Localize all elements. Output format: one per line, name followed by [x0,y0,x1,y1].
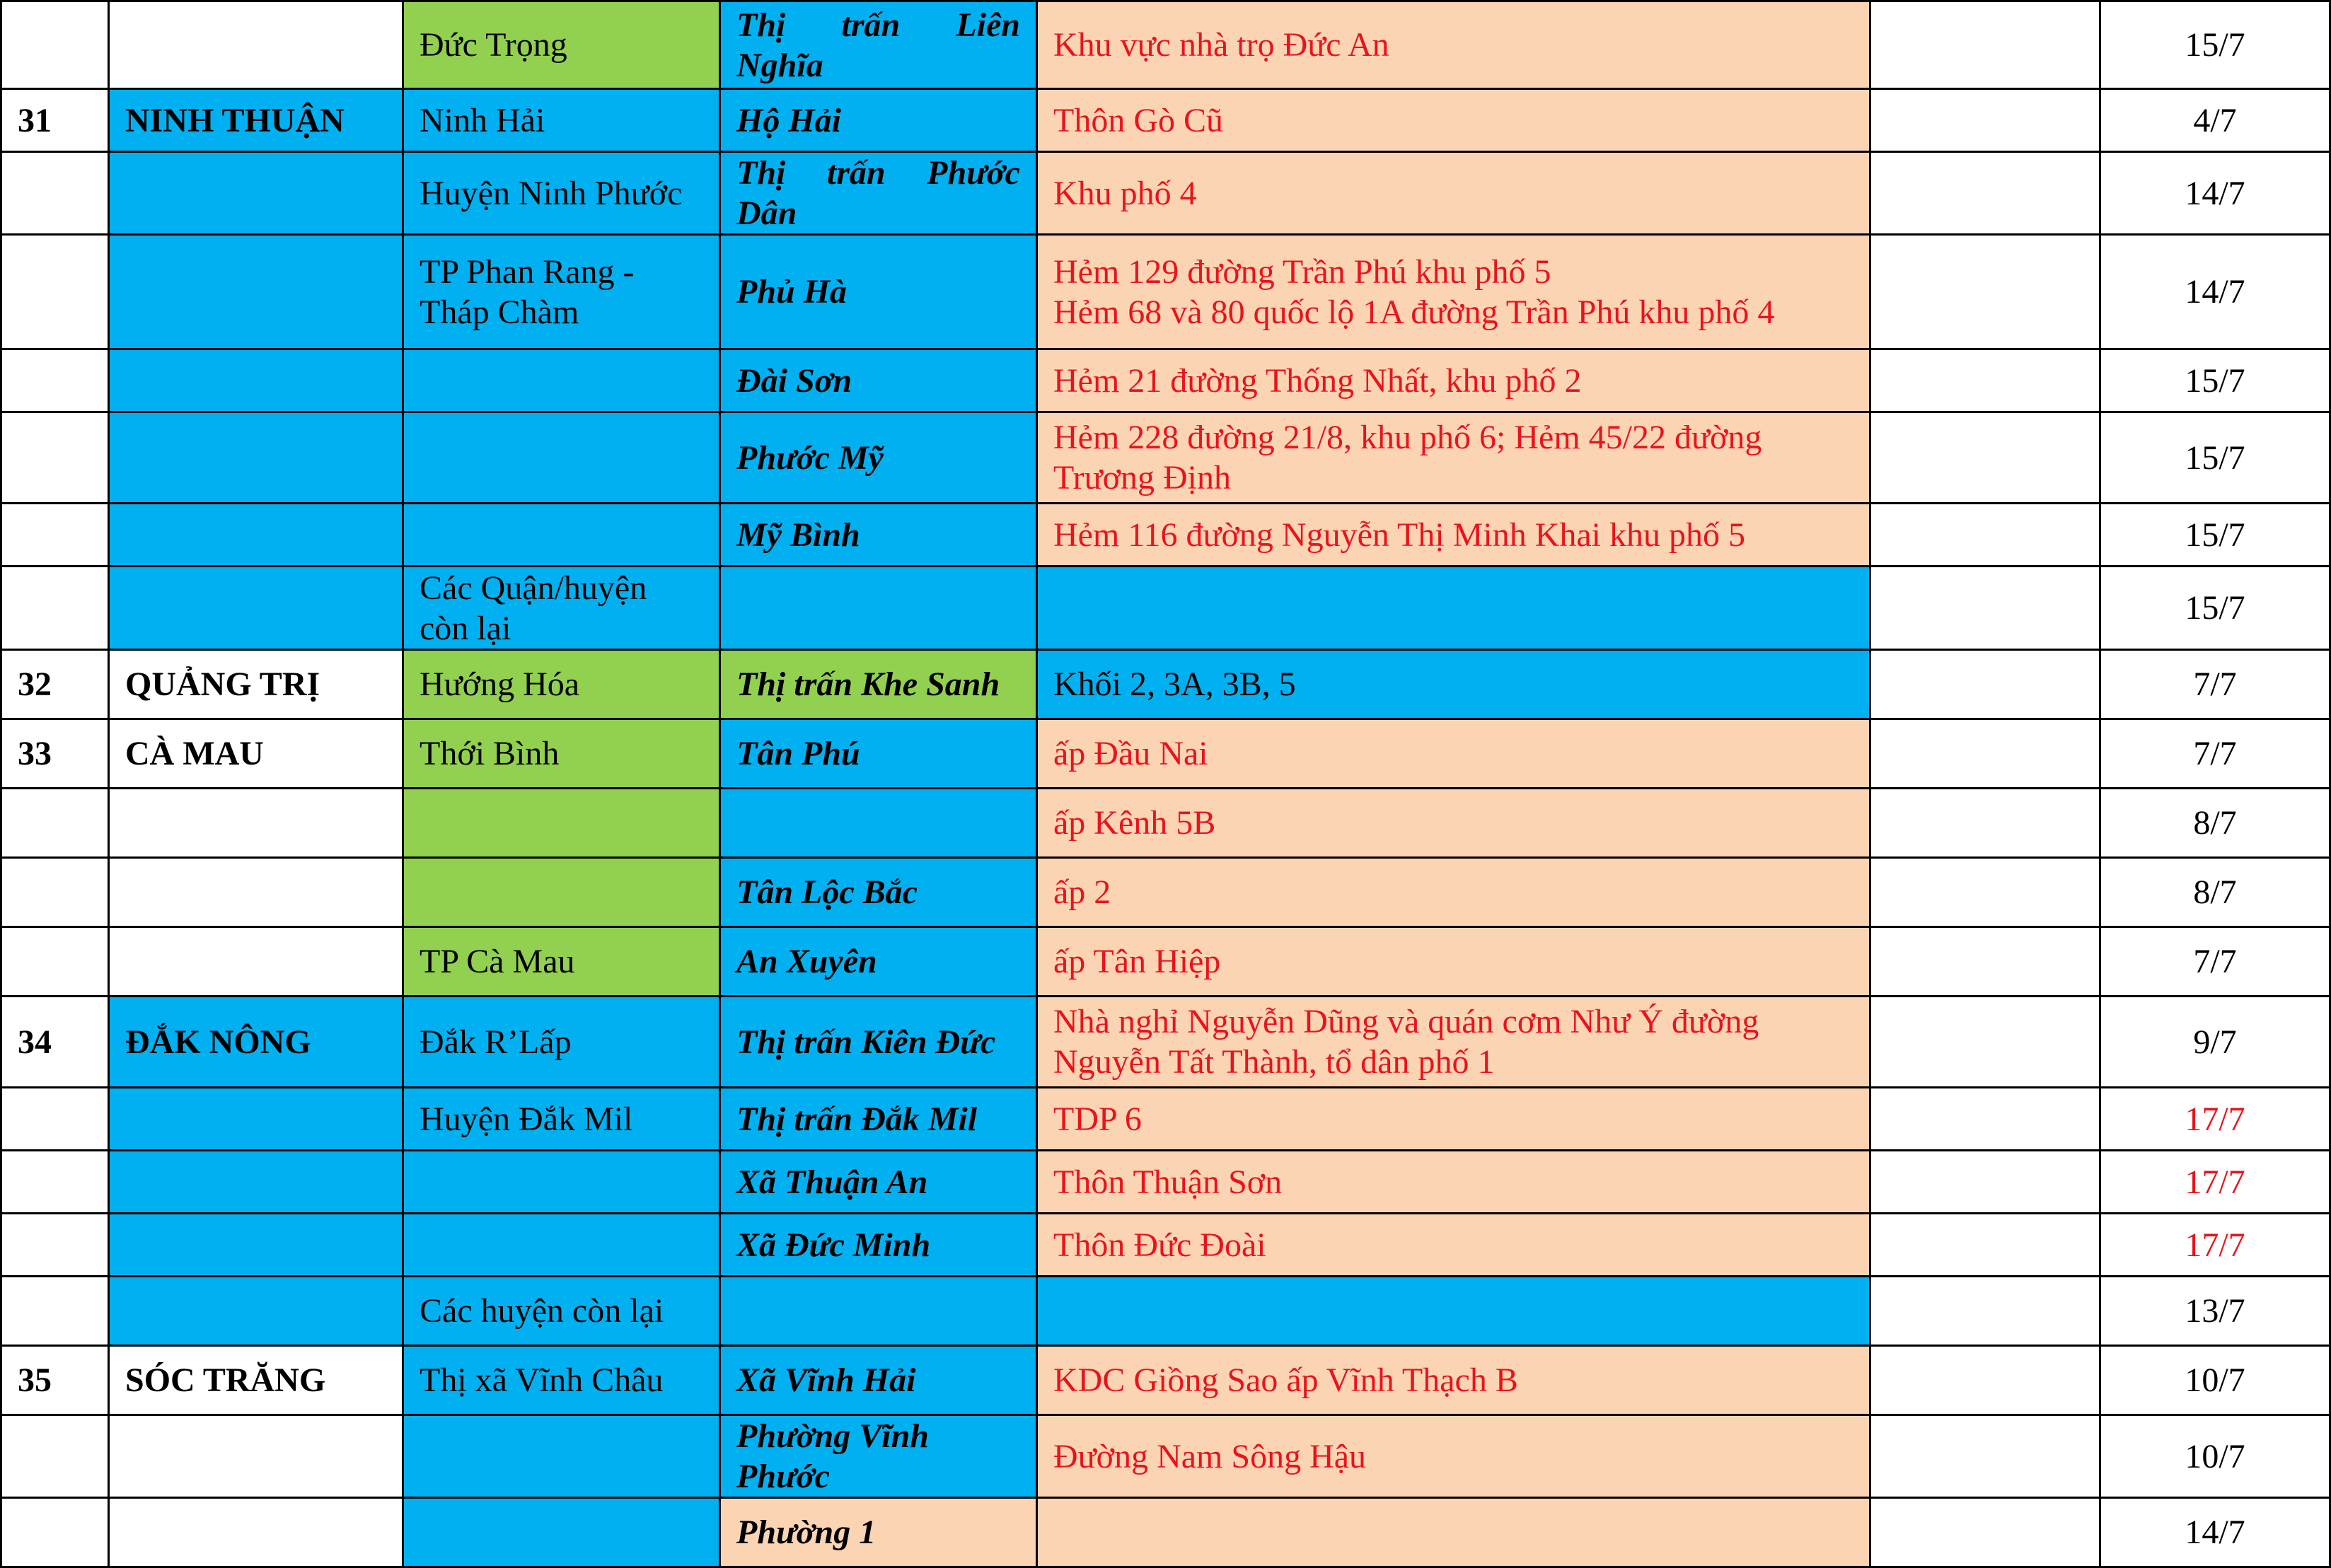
district-cell [403,858,720,927]
table-row [1,1088,2330,1151]
empty-cell [1870,567,2100,650]
ward-cell: Tân Lộc Bắc [720,858,1037,927]
date-cell: 15/7 [2100,567,2330,650]
province-cell [109,1088,403,1151]
table-row [1,89,2330,152]
area-cell: Thôn Gò Cũ [1037,89,1870,152]
area-cell: ấp Đầu Nai [1037,719,1870,789]
area-cell: Thôn Đức Đoài [1037,1214,1870,1277]
row-number-cell [1,1498,109,1567]
ward-cell: Xã Đức Minh [720,1214,1037,1277]
empty-cell [1870,1498,2100,1567]
district-cell: Huyện Đắk Mil [403,1088,720,1151]
table-row [1,650,2330,719]
date-cell: 15/7 [2100,504,2330,567]
ward-cell: Thị trấn Phước Dân [720,152,1037,235]
province-cell [109,1277,403,1346]
ward-cell: Thị trấn Kiên Đức [720,997,1037,1088]
date-cell: 17/7 [2100,1214,2330,1277]
date-cell: 15/7 [2100,1,2330,89]
district-cell [403,412,720,504]
ward-cell: Đài Sơn [720,349,1037,412]
area-cell: Hẻm 21 đường Thống Nhất, khu phố 2 [1037,349,1870,412]
empty-cell [1870,719,2100,789]
area-cell [1037,1277,1870,1346]
ward-line: Thị trấn Liên [736,6,1020,44]
table-row [1,1,2330,89]
ward-cell [720,789,1037,858]
empty-cell [1870,650,2100,719]
ward-cell: Mỹ Bình [720,504,1037,567]
province-cell: SÓC TRĂNG [109,1346,403,1415]
row-number-cell [1,789,109,858]
province-cell [109,349,403,412]
province-cell: ĐẮK NÔNG [109,997,403,1088]
province-cell [109,858,403,927]
row-number-cell: 33 [1,719,109,789]
ward-cell: Xã Vĩnh Hải [720,1346,1037,1415]
empty-cell [1870,89,2100,152]
table-row [1,567,2330,650]
ward-cell: Tân Phú [720,719,1037,789]
district-cell: Hướng Hóa [403,650,720,719]
table-row [1,1214,2330,1277]
empty-cell [1870,412,2100,504]
row-number-cell [1,1151,109,1214]
table-row [1,997,2330,1088]
area-cell [1037,1498,1870,1567]
table-row [1,1277,2330,1346]
province-cell: QUẢNG TRỊ [109,650,403,719]
row-number-cell: 34 [1,997,109,1088]
area-cell: ấp Kênh 5B [1037,789,1870,858]
date-cell: 10/7 [2100,1415,2330,1498]
row-number-cell [1,1214,109,1277]
empty-cell [1870,997,2100,1088]
date-cell: 8/7 [2100,858,2330,927]
district-cell: Đắk R’Lấp [403,997,720,1088]
area-cell: Đường Nam Sông Hậu [1037,1415,1870,1498]
area-cell: Thôn Thuận Sơn [1037,1151,1870,1214]
empty-cell [1870,1214,2100,1277]
row-number-cell [1,504,109,567]
province-cell: CÀ MAU [109,719,403,789]
row-number-cell: 35 [1,1346,109,1415]
table-row [1,1415,2330,1498]
date-cell: 8/7 [2100,789,2330,858]
province-cell [109,1214,403,1277]
ward-cell: Xã Thuận An [720,1151,1037,1214]
table-row [1,1498,2330,1567]
date-cell: 17/7 [2100,1151,2330,1214]
row-number-cell [1,1088,109,1151]
district-cell: Các Quận/huyện còn lại [403,567,720,650]
area-cell: Khu vực nhà trọ Đức An [1037,1,1870,89]
district-cell: Thị xã Vĩnh Châu [403,1346,720,1415]
row-number-cell [1,412,109,504]
date-cell: 15/7 [2100,349,2330,412]
area-cell: KDC Giồng Sao ấp Vĩnh Thạch B [1037,1346,1870,1415]
area-cell: ấp 2 [1037,858,1870,927]
area-cell: Hẻm 129 đường Trần Phú khu phố 5 Hẻm 68 và 80 quốc lộ 1A đường Trần Phú khu phố 4 [1037,235,1870,349]
ward-line: Thị trấn Phước [736,154,1020,192]
province-cell [109,504,403,567]
district-cell [403,504,720,567]
ward-cell [720,567,1037,650]
district-cell [403,349,720,412]
row-number-cell [1,152,109,235]
empty-cell [1870,1346,2100,1415]
ward-cell: Phủ Hà [720,235,1037,349]
table-row [1,1151,2330,1214]
district-cell [403,1151,720,1214]
date-cell: 14/7 [2100,1498,2330,1567]
row-number-cell [1,927,109,997]
empty-cell [1870,1088,2100,1151]
district-cell [403,1415,720,1498]
row-number-cell: 32 [1,650,109,719]
district-cell: TP Phan Rang - Tháp Chàm [403,235,720,349]
date-cell: 9/7 [2100,997,2330,1088]
ward-cell: Hộ Hải [720,89,1037,152]
empty-cell [1870,1277,2100,1346]
ward-cell: Phường 1 [720,1498,1037,1567]
empty-cell [1870,1151,2100,1214]
empty-cell [1870,504,2100,567]
province-cell [109,1,403,89]
area-cell: Khối 2, 3A, 3B, 5 [1037,650,1870,719]
date-cell: 10/7 [2100,1346,2330,1415]
district-cell: TP Cà Mau [403,927,720,997]
row-number-cell [1,349,109,412]
table-row [1,235,2330,349]
date-cell: 14/7 [2100,235,2330,349]
empty-cell [1870,789,2100,858]
table-row [1,858,2330,927]
province-cell [109,789,403,858]
area-cell: Hẻm 228 đường 21/8, khu phố 6; Hẻm 45/22 đường Trương Định [1037,412,1870,504]
date-cell: 13/7 [2100,1277,2330,1346]
ward-cell: An Xuyên [720,927,1037,997]
table-row [1,349,2330,412]
province-cell [109,1415,403,1498]
area-cell: Nhà nghỉ Nguyễn Dũng và quán cơm Như Ý đường Nguyễn Tất Thành, tổ dân phố 1 [1037,997,1870,1088]
ward-cell [720,1277,1037,1346]
district-cell: Đức Trọng [403,1,720,89]
table-row [1,412,2330,504]
area-cell: TDP 6 [1037,1088,1870,1151]
area-cell [1037,567,1870,650]
table-row [1,927,2330,997]
province-cell [109,412,403,504]
row-number-cell [1,1415,109,1498]
ward-cell: Phước Mỹ [720,412,1037,504]
district-cell: Huyện Ninh Phước [403,152,720,235]
table-row [1,504,2330,567]
empty-cell [1870,927,2100,997]
area-cell: ấp Tân Hiệp [1037,927,1870,997]
row-number-cell [1,1,109,89]
province-cell [109,235,403,349]
district-cell [403,789,720,858]
table-row [1,789,2330,858]
province-cell [109,1498,403,1567]
district-cell [403,1498,720,1567]
date-cell: 7/7 [2100,719,2330,789]
province-cell [109,927,403,997]
province-cell [109,1151,403,1214]
area-cell: Khu phố 4 [1037,152,1870,235]
province-cell: NINH THUẬN [109,89,403,152]
ward-cell: Thị trấn Khe Sanh [720,650,1037,719]
row-number-cell [1,1277,109,1346]
empty-cell [1870,1,2100,89]
area-cell: Hẻm 116 đường Nguyễn Thị Minh Khai khu phố 5 [1037,504,1870,567]
empty-cell [1870,235,2100,349]
district-cell: Ninh Hải [403,89,720,152]
empty-cell [1870,349,2100,412]
empty-cell [1870,1415,2100,1498]
province-cell [109,567,403,650]
row-number-cell [1,567,109,650]
row-number-cell [1,858,109,927]
province-cell [109,152,403,235]
empty-cell [1870,152,2100,235]
empty-cell [1870,858,2100,927]
date-cell: 7/7 [2100,927,2330,997]
date-cell: 15/7 [2100,412,2330,504]
table-row [1,719,2330,789]
row-number-cell: 31 [1,89,109,152]
ward-cell: Phường Vĩnh Phước [720,1415,1037,1498]
table-row [1,1346,2330,1415]
date-cell: 4/7 [2100,89,2330,152]
ward-cell: Thị trấn Liên Nghĩa [720,1,1037,89]
row-number-cell [1,235,109,349]
ward-cell: Thị trấn Đắk Mil [720,1088,1037,1151]
district-cell [403,1214,720,1277]
date-cell: 7/7 [2100,650,2330,719]
district-cell: Thới Bình [403,719,720,789]
date-cell: 14/7 [2100,152,2330,235]
date-cell: 17/7 [2100,1088,2330,1151]
table-row [1,152,2330,235]
district-cell: Các huyện còn lại [403,1277,720,1346]
